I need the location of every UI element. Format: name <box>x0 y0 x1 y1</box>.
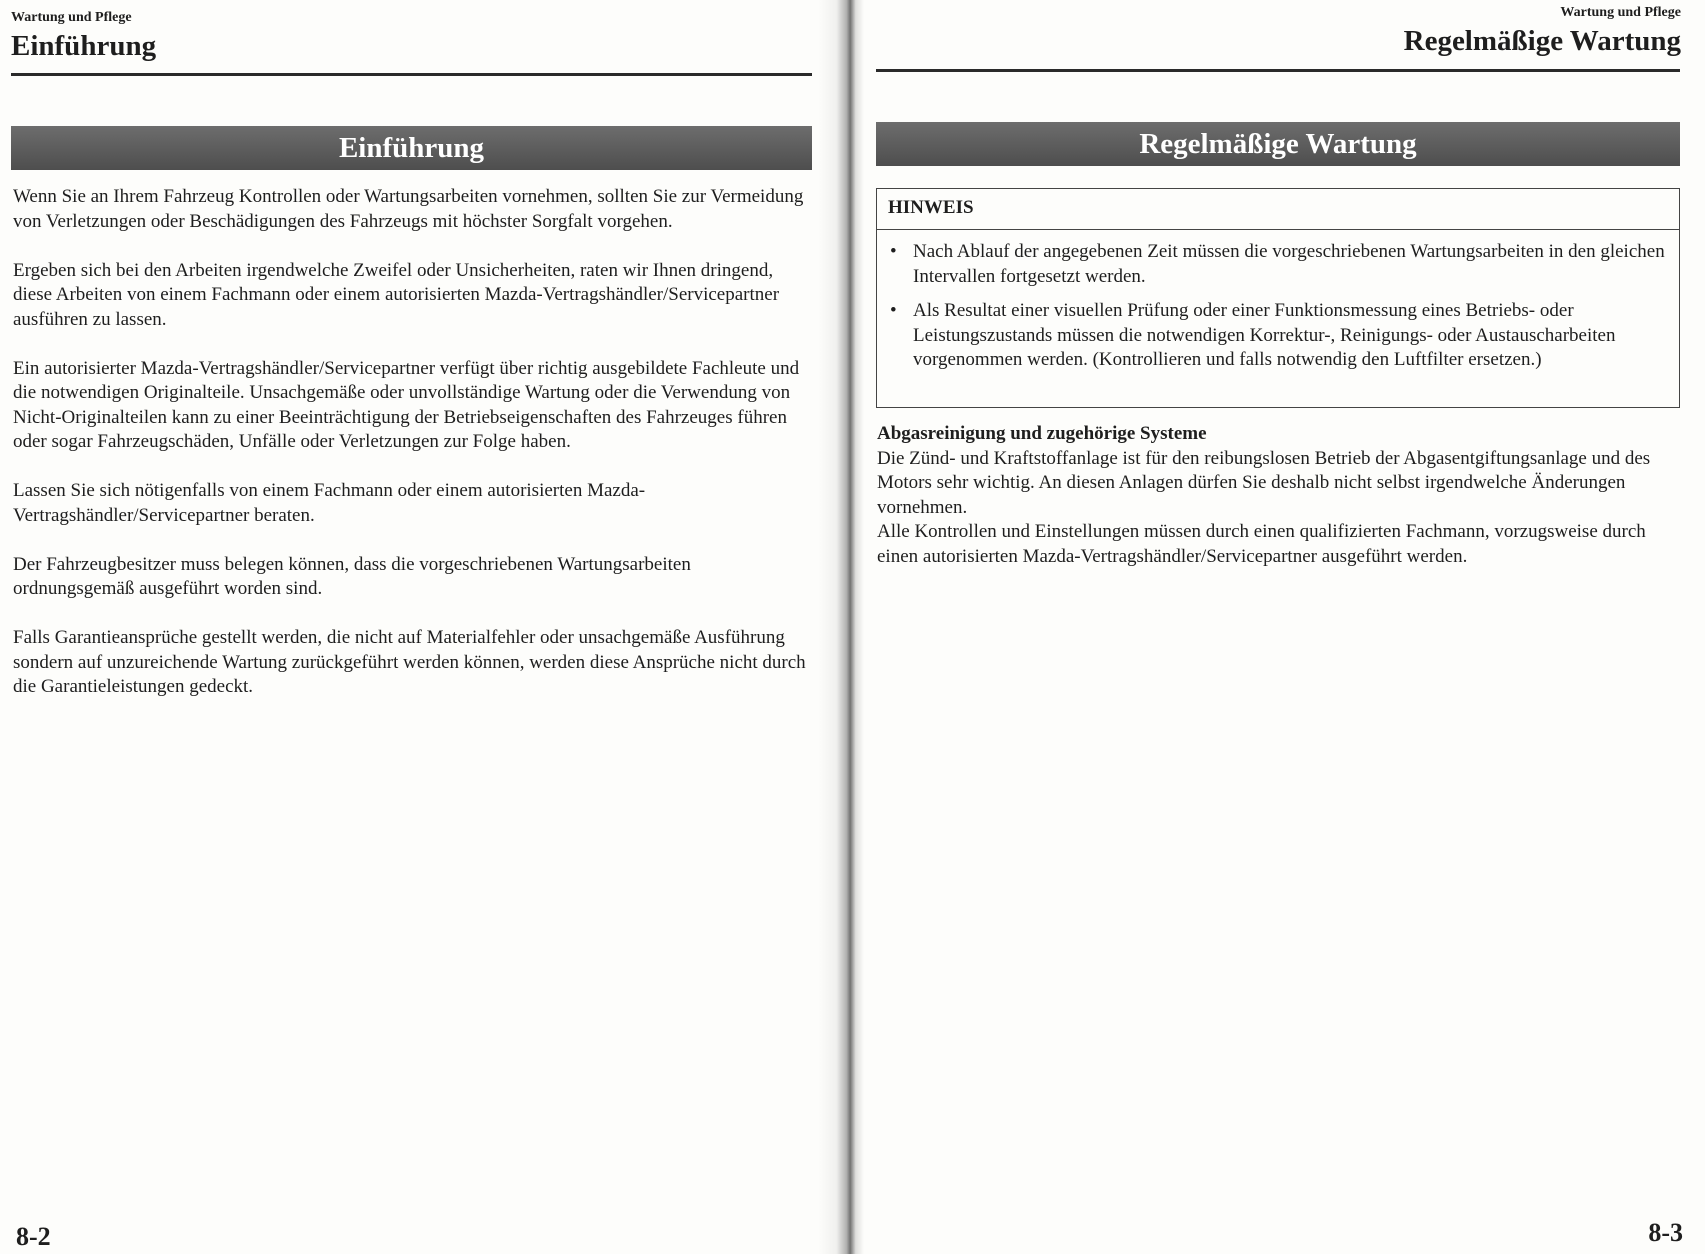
note-box <box>876 188 1680 408</box>
bullet-icon: • <box>890 300 897 321</box>
section-band: Einführung <box>11 126 812 170</box>
page-number: 8-3 <box>1648 1218 1683 1247</box>
header-rule <box>876 69 1680 72</box>
subsection-text-2: Alle Kontrollen und Einstellungen müssen durch einen qualifizierten Fachmann, vorzugsweise durch einen autorisierten Mazda-Vertragshändler/Servicepartner ausgeführt werden. <box>877 521 1646 567</box>
note-item-text: Nach Ablauf der angegebenen Zeit müssen die vorgeschriebenen Wartungsarbeiten in den gleichen Intervallen fortgesetzt werden. <box>913 241 1665 287</box>
header-rule <box>11 73 812 76</box>
subsection-title: Abgasreinigung und zugehörige Systeme <box>877 423 1207 444</box>
paragraph: Der Fahrzeugbesitzer muss belegen können, dass die vorgeschriebenen Wartungsarbeiten ordnungsgemäß ausgeführt worden sind. <box>13 553 691 599</box>
note-list <box>877 230 1679 389</box>
bullet-icon: • <box>890 241 897 262</box>
left-page <box>0 0 850 1254</box>
note-item-text: Als Resultat einer visuellen Prüfung oder einer Funktionsmessung eines Betriebs- oder Leistungszustands müssen die notwendigen Korrektur-, Reinigungs- oder Austauscharbeiten vorgenommen werden. (Kontrollieren und falls notwendig den Luftfilter ersetzen.) <box>913 300 1616 370</box>
paragraph: Wenn Sie an Ihrem Fahrzeug Kontrollen oder Wartungsarbeiten vornehmen, sollten Sie zur Vermeidung von Verletzungen oder Beschädigungen des Fahrzeugs mit höchster Sorgfalt vorgehen. <box>13 186 804 232</box>
running-title: Einführung <box>11 30 157 62</box>
paragraph: Lassen Sie sich nötigenfalls von einem Fachmann oder einem autorisierten Mazda-Vertragshändler/Servicepartner beraten. <box>13 480 646 526</box>
subsection <box>877 422 1683 569</box>
section-band: Regelmäßige Wartung <box>876 122 1680 166</box>
subsection-text: Die Zünd- und Kraftstoffanlage ist für den reibungslosen Betrieb der Abgasentgiftungsanlage und des Motors sehr wichtig. An diesen Anlagen dürfen Sie deshalb nicht selbst irgendwelche Änderungen vornehmen. <box>877 447 1651 518</box>
paragraph: Falls Garantieansprüche gestellt werden, die nicht auf Materialfehler oder unsachgemäße Ausführung sondern auf unzureichende Wartung zurückgeführt werden können, werden diese Ansprüche nicht durch die Garantieleistungen gedeckt. <box>13 627 806 697</box>
paragraph: Ein autorisierter Mazda-Vertragshändler/Servicepartner verfügt über richtig ausgebildete Fachleute und die notwendigen Originalteile. Unsachgemäße oder unvollständige Wartung oder die Verwendung von Nicht-Originalteilen kann zu einer Beeinträchtigung der Betriebseigenschaften des Fahrzeuges führen oder sogar Fahrzeugschäden, Unfälle oder Verletzungen zur Folge haben. <box>13 357 800 452</box>
note-title: HINWEIS <box>877 189 1679 230</box>
note-item <box>887 240 1665 289</box>
page-number: 8-2 <box>16 1222 51 1251</box>
running-header: Wartung und Pflege <box>11 10 132 25</box>
running-header: Wartung und Pflege <box>1560 5 1681 20</box>
paragraph: Ergeben sich bei den Arbeiten irgendwelche Zweifel oder Unsicherheiten, raten wir Ihnen dringend, diese Arbeiten von einem Fachmann oder einem autorisierten Mazda-Vertragshändler/Servicepartner ausführen zu lassen. <box>13 259 780 330</box>
right-page <box>850 0 1705 1254</box>
running-title: Regelmäßige Wartung <box>1403 25 1681 57</box>
body-text <box>13 185 815 724</box>
note-item <box>887 299 1665 373</box>
